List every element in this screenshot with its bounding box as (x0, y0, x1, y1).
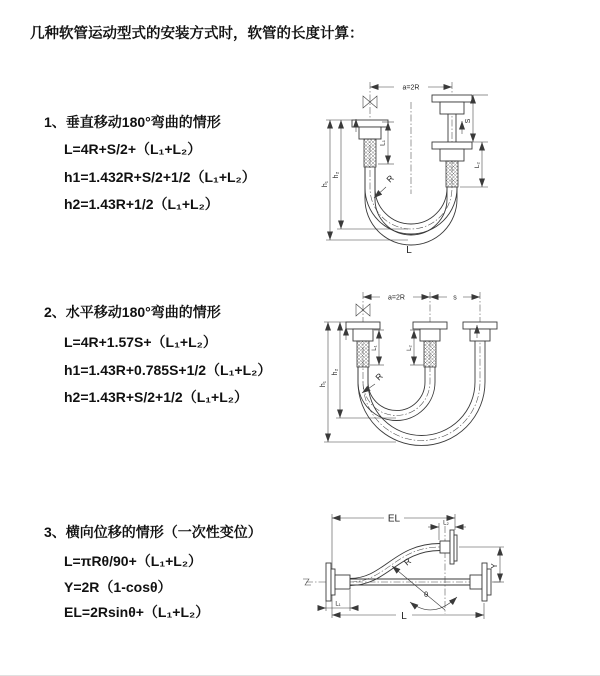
dim-label-span: a=2R (402, 84, 420, 92)
section3-formula-EL: EL=2Rsinθ+（L₁+L₂） (64, 604, 210, 620)
dim-l1 (318, 590, 358, 611)
dim-el (332, 514, 455, 619)
dim-label-l1: L₁ (372, 345, 378, 351)
dim-span (370, 85, 452, 92)
angle-callout (410, 590, 457, 610)
dim-label-stroke: s (453, 294, 457, 302)
dim-stroke (430, 295, 480, 302)
dim-label-l2: L₂ (443, 520, 449, 527)
hose-curves (358, 352, 485, 445)
diagram-horizontal-180-bend (310, 282, 590, 457)
section2-formula-h1: h1=1.43R+0.785S+1/2（L₁+L₂） (64, 362, 272, 378)
middle-pipe (413, 322, 447, 367)
dim-label-y: Y (490, 563, 499, 569)
dim-label-h1: h₁ (320, 380, 327, 388)
section1-heading: 1、垂直移动180°弯曲的情形 (44, 114, 221, 130)
radius-callout (362, 371, 385, 393)
dim-label-l2: L₂ (407, 345, 413, 351)
dim-label-h2: h₂ (332, 368, 339, 376)
dim-length (332, 603, 484, 622)
section3-heading: 3、横向位移的情形（一次性变位） (44, 524, 262, 540)
section2-formula-L: L=4R+1.57S+（L₁+L₂） (64, 334, 217, 350)
section1-formula-h1: h1=1.432R+S/2+1/2（L₁+L₂） (64, 169, 256, 185)
section2-formula-h2: h2=1.43R+S/2+1/2（L₁+L₂） (64, 389, 248, 405)
diagram-lateral-displacement (298, 502, 598, 642)
dim-span (363, 295, 430, 302)
dim-label-l1: L₁ (335, 601, 341, 608)
dim-label-span: a=2R (388, 294, 405, 302)
radius-callout (374, 173, 396, 198)
dim-label-el: EL (387, 513, 401, 525)
upper-flange (440, 530, 457, 564)
section1-formula-h2: h2=1.43R+1/2（L₁+L₂） (64, 196, 219, 212)
dim-label-stroke: S (465, 118, 472, 124)
section3-formula-L: L=πRθ/90+（L₁+L₂） (64, 553, 203, 569)
section3-formula-Y: Y=2R（1-cosθ） (64, 579, 172, 595)
page-title: 几种软管运动型式的安装方式时，软管的长度计算： (30, 26, 364, 42)
dim-label-l2: L₂ (474, 161, 481, 169)
section2-heading: 2、水平移动180°弯曲的情形 (44, 304, 221, 320)
radius-label: R (401, 555, 413, 568)
right-flange (470, 563, 491, 601)
angle-label: θ (424, 590, 429, 599)
dim-label-length: L (401, 611, 407, 622)
diagram-vertical-180-bend (310, 72, 590, 257)
dim-l2 (428, 521, 466, 541)
radius-label: R (373, 371, 385, 383)
left-flange (326, 563, 350, 601)
dim-label-l1: L₁ (379, 140, 387, 146)
section1-formula-L: L=4R+S/2+（L₁+L₂） (64, 141, 202, 157)
dim-label-h1: h₁ (322, 180, 329, 188)
left-pipe (346, 322, 380, 367)
dim-label-h2: h₂ (333, 171, 340, 179)
hose-length-label: L (406, 245, 412, 256)
radius-label: R (384, 173, 396, 185)
